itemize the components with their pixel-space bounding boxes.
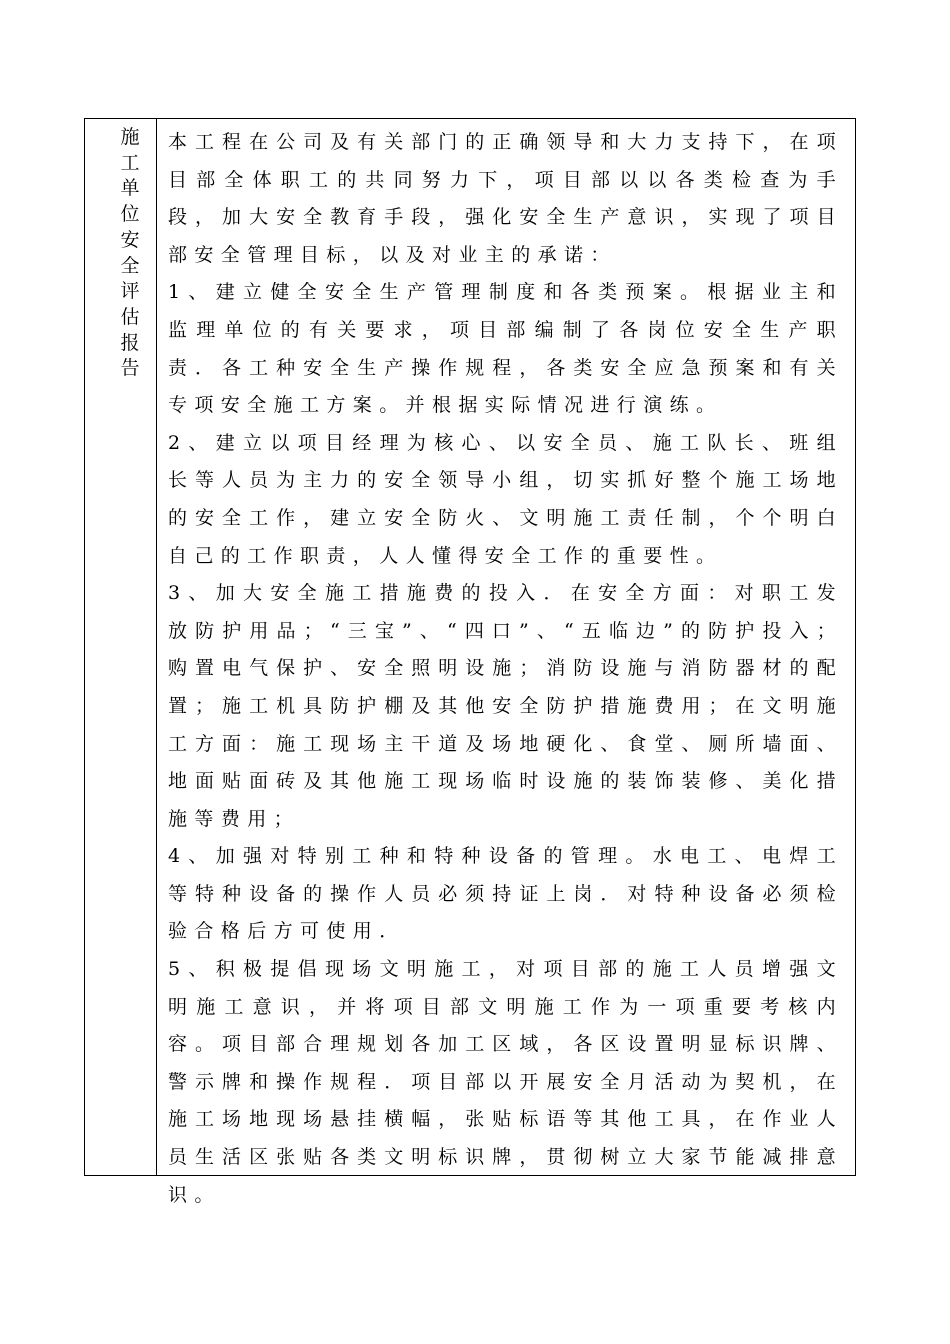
item-3-paragraph: 3、加大安全施工措施费的投入．在安全方面：对职工发放防护用品；“三宝”、“四口”、“五临边”的防护投入；购置电气保护、安全照明设施；消防设施与消防器材的配置；施工机具防护棚及其他安全防护措施费用；在文明施工方面：施工现场主干道及场地硬化、食堂、厕所墙面、地面贴面砖及其他施工现场临时设施的装饰装修、美化措施等费用；	[168, 582, 843, 830]
content-cell	[157, 119, 855, 1206]
item-1-paragraph: 1、建立健全安全生产管理制度和各类预案。根据业主和监理单位的有关要求，项目部编制了各岗位安全生产职责．各工种安全生产操作规程，各类安全应急预案和有关专项安全施工方案。并根据实际情况进行演练。	[168, 281, 843, 417]
item-5-paragraph: 5、积极提倡现场文明施工，对项目部的施工人员增强文明施工意识，并将项目部文明施工作为一项重要考核内容。项目部合理规划各加工区域，各区设置明显标识牌、警示牌和操作规程．项目部以开展安全月活动为契机，在施工场地现场悬挂横幅，张贴标语等其他工具，在作业人员生活区张贴各类文明标识牌，贯彻树立大家节能减排意识。	[168, 958, 843, 1206]
item-2-paragraph: 2、建立以项目经理为核心、以安全员、施工队长、班组长等人员为主力的安全领导小组，切实抓好整个施工场地的安全工作，建立安全防火、文明施工责任制，个个明白自己的工作职责，人人懂得安全工作的重要性。	[168, 431, 843, 567]
report-table	[84, 118, 856, 1206]
intro-paragraph: 本工程在公司及有关部门的正确领导和大力支持下，在项目部全体职工的共同努力下，项目部以以各类检查为手段，加大安全教育手段，强化安全生产意识，实现了项目部安全管理目标，以及对业主的承诺：	[168, 131, 843, 266]
section-label: 施工单位安全评估报告	[120, 126, 140, 380]
label-cell	[85, 119, 157, 1175]
item-4-paragraph: 4、加强对特别工种和特种设备的管理。水电工、电焊工等特种设备的操作人员必须持证上岗．对特种设备必须检验合格后方可使用．	[168, 845, 843, 943]
